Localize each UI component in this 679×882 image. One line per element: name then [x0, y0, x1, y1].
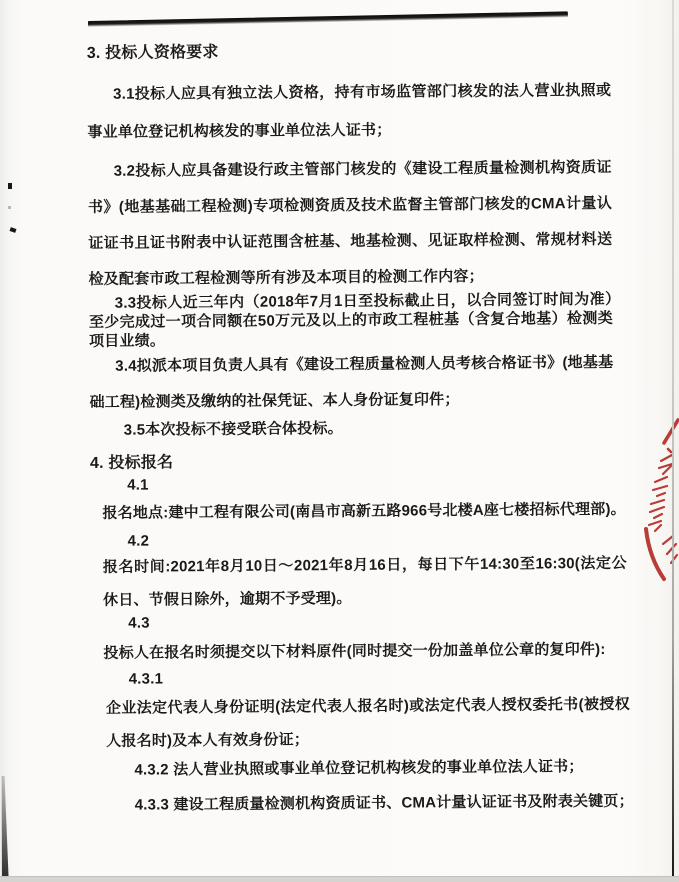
section-3-heading: 3. 投标人资格要求	[86, 43, 219, 62]
clause-4-2-text: 报名时间:2021年8月10日～2021年8月16日，每日下午14:30至16:30(法定公休日、节假日除外，逾期不予受理)。	[102, 554, 627, 609]
clause-4-3-1-text: 企业法定代表人身份证明(法定代表人报名时)或法定代表人授权委托书(被授权人报名时)及本人有效身份证；	[105, 695, 630, 750]
clause-4-3-3-text: 4.3.3 建设工程质量检测机构资质证书、CMA计量认证证书及附表关键页；	[134, 792, 634, 814]
scan-artifact-bottom-band	[0, 876, 679, 882]
section-4-heading: 4. 投标报名	[89, 454, 174, 472]
clause-3-5: 3.5本次投标不接受联合体投标。	[123, 419, 343, 439]
clause-4-1-text: 报名地点:建中工程有限公司(南昌市高新五路966号北楼A座七楼招标代理部)。	[102, 500, 626, 522]
clause-3-2: 3.2投标人应具备建设行政主管部门核发的《建设工程质量检测机构资质证书》(地基基础工程检测)专项检测资质及技术监督主管部门核发的CMA计量认证证书且证书附表中认证范围含桩基、地基检测、见证取样检测、常规材料送检及配套市政工程检测等所有涉及本项目的检测工作内容；	[87, 158, 613, 288]
clause-4-3-text: 投标人在报名时须提交以下材料原件(同时提交一份加盖单位公章的复印件):	[103, 640, 606, 662]
clause-3-3: 3.3投标人近三年内（2018年7月1日至投标截止日，以合同签订时间为准）至少完成过一项合同额在50万元及以上的市政工程桩基（含复合地基）检测类项目业绩。	[88, 290, 613, 350]
scan-artifact-page-edge	[672, 0, 674, 882]
clause-4-3-1-number: 4.3.1	[128, 670, 164, 688]
clause-4-2-number: 4.2	[127, 532, 150, 550]
clause-4-3-2-text: 4.3.2 法人营业执照或事业单位登记机构核发的事业单位法人证书；	[134, 758, 584, 779]
clause-4-1-number: 4.1	[127, 476, 149, 494]
clause-3-1: 3.1投标人应具有独立法人资格，持有市场监管部门核发的法人营业执照或事业单位登记机构核发的事业单位法人证书；	[87, 81, 612, 141]
clause-3-4: 3.4拟派本项目负责人具有《建设工程质量检测人员考核合格证书》(地基基础工程)检测类及缴纳的社保凭证、本人身份证复印件；	[89, 353, 614, 411]
clause-4-3-number: 4.3	[128, 614, 150, 632]
